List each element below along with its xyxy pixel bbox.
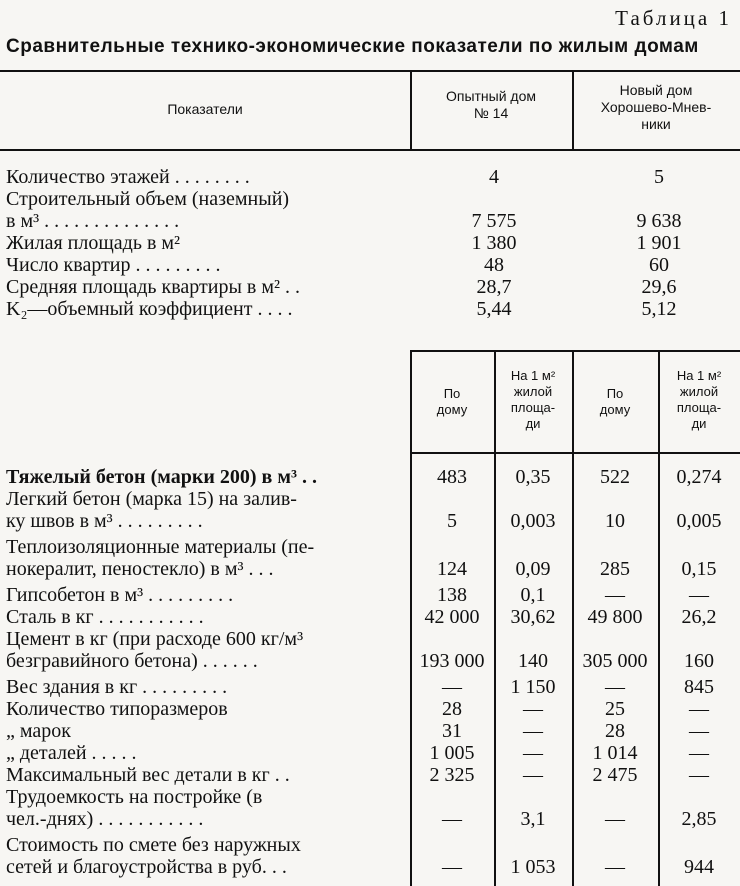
row-label: Легкий бетон (марка 15) на залив- [6,488,297,510]
row-label: Число квартир . . . . . . . . . [6,254,221,276]
value-cell: 0,1 [520,584,546,606]
value-cell: — [442,856,462,878]
header-house-a-line: № 14 [473,105,509,121]
row-label: Количество этажей . . . . . . . . [6,166,250,188]
value-cell: 0,09 [515,558,551,580]
value-cell: 944 [684,856,714,878]
subheader-line: жилой [679,384,719,399]
header-house-b-line: Новый дом [619,82,693,98]
row-label: Стоимость по смете без наружных [6,834,301,856]
value-cell: — [442,676,462,698]
header-house-b [572,82,740,133]
value-cell: 4 [489,166,499,188]
row-label: Вес здания в кг . . . . . . . . . [6,676,228,698]
row-label: сетей и благоустройства в руб. . . [6,856,287,878]
row-label: Трудоемкость на постройке (в [6,786,263,808]
value-cell: 305 000 [582,650,648,672]
value-cell: 160 [684,650,714,672]
header-house-b-line: ники [641,116,671,132]
table-number: Таблица 1 [615,6,732,30]
subheader-line: По [443,386,461,401]
subheader-per-m2-b [658,368,740,432]
value-cell: 845 [684,676,714,698]
value-cell: 60 [649,254,669,276]
value-cell: 1 150 [510,676,556,698]
value-cell: 522 [600,466,630,488]
subheader-line: площа- [676,400,722,415]
row-label: Строительный объем (наземный) [6,188,290,210]
value-cell: 483 [437,466,467,488]
value-cell: 193 000 [419,650,485,672]
header-house-a [410,88,572,122]
value-cell: 31 [442,720,462,742]
value-cell: 1 005 [429,742,475,764]
header-house-a-line: Опытный дом [445,88,537,104]
subheader-line: На 1 м² [676,368,722,383]
value-cell: 0,005 [676,510,722,532]
subheader-bottom-rule [410,452,740,454]
value-cell: — [605,584,625,606]
value-cell: 42 000 [424,606,480,628]
row-label: Сталь в кг . . . . . . . . . . . [6,606,204,628]
value-cell: 2 325 [429,764,475,786]
value-cell: 28,7 [476,276,512,298]
value-cell: — [523,764,543,786]
value-cell: — [605,856,625,878]
row-label: Тяжелый бетон (марки 200) в м³ . . [6,466,317,488]
value-cell: 5,44 [476,298,512,320]
value-cell: 0,274 [676,466,722,488]
subheader-per-m2-a [494,368,572,432]
value-cell: — [523,742,543,764]
row-label: Максимальный вес детали в кг . . [6,764,290,786]
row-label: Средняя площадь квартиры в м² . . [6,276,300,298]
value-cell: — [605,676,625,698]
value-cell: — [689,742,709,764]
value-cell: — [689,764,709,786]
row-label: „ марок [6,720,71,742]
value-cell: — [689,698,709,720]
subheader-per-house-b [572,386,658,418]
value-cell: 124 [437,558,467,580]
value-cell: 10 [605,510,625,532]
value-cell: 1 014 [592,742,638,764]
value-cell: 26,2 [681,606,717,628]
value-cell: 49 800 [587,606,643,628]
row-label: безгравийного бетона) . . . . . . [6,650,258,672]
value-cell: — [523,720,543,742]
value-cell: 28 [442,698,462,720]
value-cell: 7 575 [471,210,517,232]
value-cell: 140 [518,650,548,672]
row-label: Жилая площадь в м² [6,232,181,254]
header-bottom-rule [0,149,740,151]
header-house-b-line: Хорошево-Мнев- [600,99,712,115]
row-label: Теплоизоляционные материалы (пе- [6,536,315,558]
value-cell: 0,15 [681,558,717,580]
value-cell: 5 [654,166,664,188]
row-label: „ деталей . . . . . [6,742,137,764]
row-label: Цемент в кг (при расходе 600 кг/м³ [6,628,304,650]
table-title: Сравнительные технико-экономические показатели по жилым домам [6,36,699,57]
value-cell: 29,6 [641,276,677,298]
subheader-per-house-a [410,386,494,418]
value-cell: — [523,698,543,720]
row-label: Гипсобетон в м³ . . . . . . . . . [6,584,234,606]
value-cell: — [689,720,709,742]
row-label: чел.-днях) . . . . . . . . . . . [6,808,204,830]
value-cell: 5 [447,510,457,532]
value-cell: 5,12 [641,298,677,320]
value-cell: 285 [600,558,630,580]
subheader-line: дому [599,402,631,417]
value-cell: 1 901 [636,232,682,254]
header-indicators: Показатели [167,101,243,117]
value-cell: 9 638 [636,210,682,232]
subheader-line: ди [525,416,541,431]
value-cell: 2 475 [592,764,638,786]
row-label: Количество типоразмеров [6,698,228,720]
subheader-line: ди [691,416,707,431]
row-label: в м³ . . . . . . . . . . . . . . [6,210,180,232]
value-cell: 1 053 [510,856,556,878]
subheader-top-rule [410,350,740,352]
row-label: нокералит, пеностекло) в м³ . . . [6,558,274,580]
value-cell: 138 [437,584,467,606]
value-cell: 25 [605,698,625,720]
value-cell: 0,35 [515,466,551,488]
value-cell: 30,62 [510,606,556,628]
header-top-rule [0,70,740,72]
subheader-line: На 1 м² [510,368,556,383]
value-cell: 48 [484,254,504,276]
value-cell: — [605,808,625,830]
subheader-line: площа- [510,400,556,415]
value-cell: 0,003 [510,510,556,532]
value-cell: 3,1 [520,808,546,830]
value-cell: — [442,808,462,830]
row-label: ку швов в м³ . . . . . . . . . [6,510,203,532]
value-cell: 2,85 [681,808,717,830]
value-cell: 28 [605,720,625,742]
value-cell: — [689,584,709,606]
value-cell: 1 380 [471,232,517,254]
subheader-line: По [606,386,624,401]
subheader-line: дому [436,402,468,417]
subheader-line: жилой [513,384,553,399]
row-label: K₂—объемный коэффициент . . . . [6,298,293,320]
